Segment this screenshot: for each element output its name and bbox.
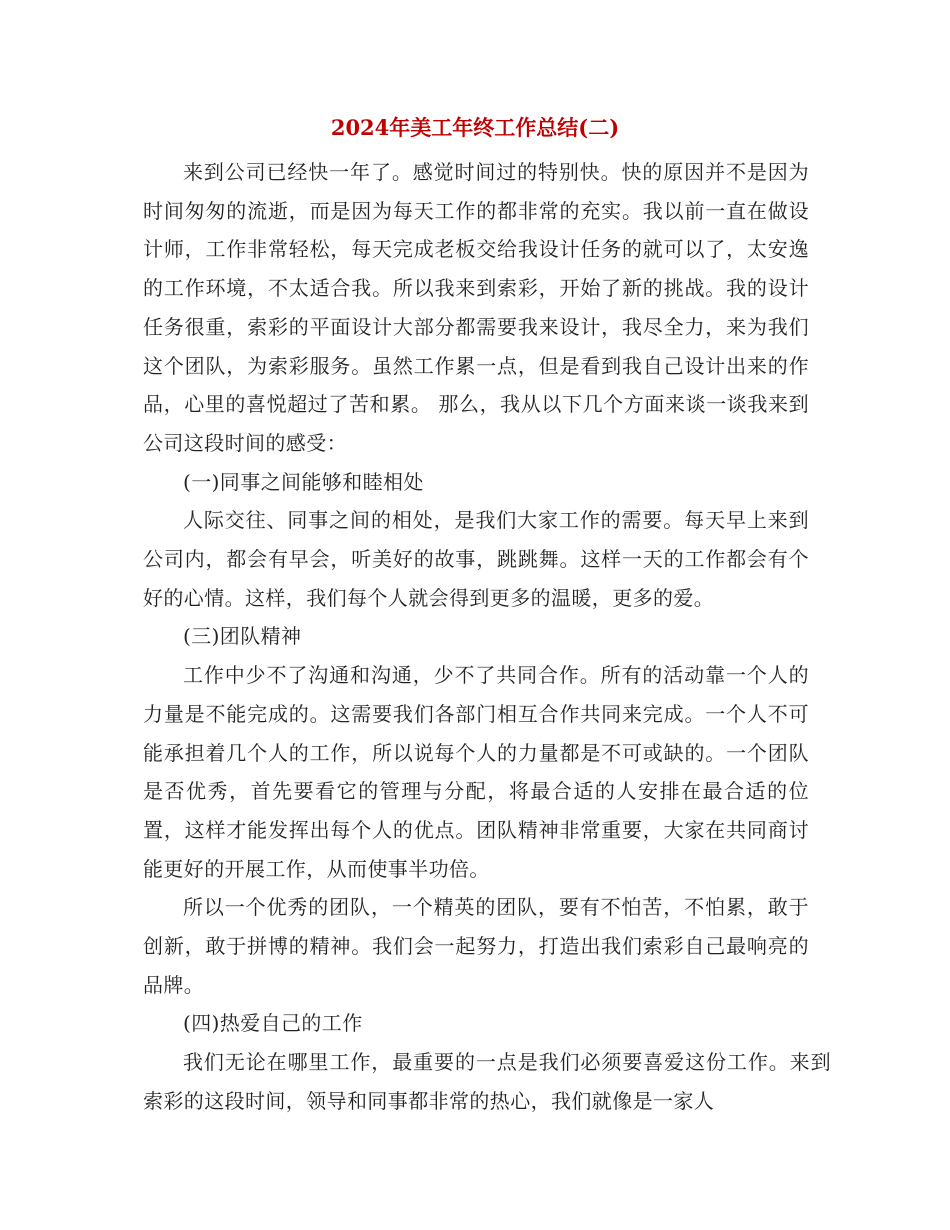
section-heading-team-spirit: (三)团队精神	[183, 624, 302, 649]
section-heading-colleagues: (一)同事之间能够和睦相处	[183, 469, 424, 494]
paragraph-intro: 来到公司已经快一年了。感觉时间过的特别快。快的原因并不是因为时间匆匆的流逝，而是因为每天工作的都非常的充实。我以前一直在做设计师，工作非常轻松，每天完成老板交给我设计任务的就可以了，太安逸的工作环境，不太适合我。所以我来到索彩，开始了新的挑战。我的设计任务很重，索彩的平面设计大部分都需要我来设计，我尽全力，来为我们这个团队，为索彩服务。虽然工作累一点，但是看到我自己设计出来的作品，心里的喜悦超过了苦和累。 那么，我从以下几个方面来谈一谈我来到公司这段时间的感受：	[143, 160, 809, 455]
paragraph-team-spirit: 工作中少不了沟通和沟通，少不了共同合作。所有的活动靠一个人的力量是不能完成的。这需要我们各部门相互合作共同来完成。一个人不可能承担着几个人的工作，所以说每个人的力量都是不可或缺的。一个团队是否优秀，首先要看它的管理与分配，将最合适的人安排在最合适的位置，这样才能发挥出每个人的优点。团队精神非常重要，大家在共同商讨能更好的开展工作，从而使事半功倍。	[143, 663, 809, 881]
paragraph-colleagues: 人际交往、同事之间的相处，是我们大家工作的需要。每天早上来到公司内，都会有早会，听美好的故事，跳跳舞。这样一天的工作都会有个好的心情。这样，我们每个人就会得到更多的温暖，更多的爱。	[143, 508, 809, 610]
document-body	[143, 153, 831, 1121]
document-title: 2024年美工年终工作总结(二)	[330, 115, 620, 140]
paragraph-excellent-team: 所以一个优秀的团队，一个精英的团队，要有不怕苦，不怕累，敢于创新，敢于拼博的精神。我们会一起努力，打造出我们索彩自己最响亮的品牌。	[143, 895, 809, 997]
section-heading-love-work: (四)热爱自己的工作	[183, 1011, 363, 1036]
paragraph-love-work: 我们无论在哪里工作，最重要的一点是我们必须要喜爱这份工作。来到索彩的这段时间，领导和同事都非常的热心，我们就像是一家人	[143, 1050, 831, 1113]
